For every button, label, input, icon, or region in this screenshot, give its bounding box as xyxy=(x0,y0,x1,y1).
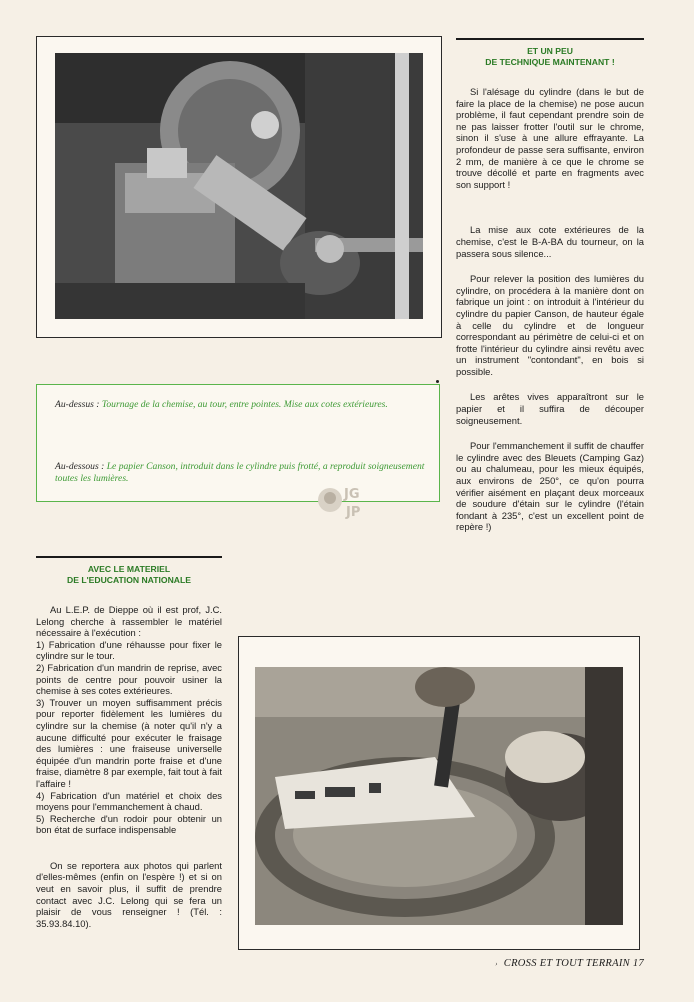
top-photo-frame xyxy=(36,36,442,338)
education-heading-title: AVEC LE MATERIEL DE L'EDUCATION NATIONALE xyxy=(67,564,191,585)
bullet-dot xyxy=(436,380,439,383)
education-heading xyxy=(36,556,222,586)
footer-arrow-icon: › xyxy=(495,960,498,968)
lathe-photo xyxy=(55,53,423,319)
canson-paper-photo xyxy=(255,667,623,925)
caption-box xyxy=(36,384,440,502)
left-column-text xyxy=(36,604,222,929)
heading-rule xyxy=(456,38,644,40)
list-item: 2) Fabrication d'un mandrin de reprise, avec points de centre pour pouvoir usiner la chemise à ses cotes extérieures. xyxy=(36,661,222,697)
technique-heading-title: ET UN PEU DE TECHNIQUE MAINTENANT ! xyxy=(485,46,615,67)
list-item: 5) Recherche d'un rodoir pour obtenir un bon état de surface indispensable xyxy=(36,812,222,836)
list-item: 1) Fabrication d'une réhausse pour fixer le cylindre sur le tour. xyxy=(36,638,222,662)
heading-rule xyxy=(36,556,222,558)
jgjp-watermark-logo xyxy=(316,478,378,524)
list-item: 4) Fabrication d'un matériel et choix des moyens pour l'emmanchement à chaud. xyxy=(36,789,222,813)
caption-top xyxy=(55,399,427,411)
paragraph: Les arêtes vives apparaîtront sur le papier et il suffira de découper soigneusement. xyxy=(456,391,644,426)
right-column-text xyxy=(456,86,644,533)
caption-bottom-lead: Au-dessous : xyxy=(55,461,105,472)
page-footer xyxy=(495,958,644,969)
caption-top-text: Tournage de la chemise, au tour, entre pointes. Mise aux cotes extérieures. xyxy=(101,399,388,410)
paragraph: Pour relever la position des lumières du cylindre, on procédera à la manière dont on fabrique un joint : on introduit à l'intérieur du cylindre du papier Canson, de hauteur égale à celle du cylindre et de longueur correspondant au périmètre de celui-ci et on frotte l'intérieur du cylindre ainsi revêtu avec un instrument "contondant", en bois si possible. xyxy=(456,273,644,377)
caption-top-lead: Au-dessus : xyxy=(55,399,100,410)
intro-paragraph: Au L.E.P. de Dieppe où il est prof, J.C. Lelong cherche à rassembler le matériel nécessaire à l'exécution : xyxy=(36,604,222,639)
svg-text:JP: JP xyxy=(346,505,361,520)
technique-heading xyxy=(456,38,644,68)
paragraph: Si l'alésage du cylindre (dans le but de faire la place de la chemise) ne pose aucun problème, il faut cependant prendre soin de ne pas laisser frotter l'outil sur le chrome, sinon il s'use à une allure effrayante. La profondeur de passe sera suffisante, environ 2 mm, de manière à ce que le chrome se trouve décollé et parte en fragments avec son support ! xyxy=(456,86,644,190)
list-item: 3) Trouver un moyen suffisamment précis pour reporter fidèlement les lumières du cylindre sur la chemise (à noter qu'il n'y a aucune difficulté pour exécuter le fraisage des lumières : une fraiseuse universelle équipée d'un mandrin porte fraise et d'une fraise, diamètre 8 par exemple, fait tout à fait l'affaire ! xyxy=(36,696,222,789)
bottom-photo-frame xyxy=(238,636,640,950)
footer-text: CROSS ET TOUT TERRAIN 17 xyxy=(503,958,644,969)
paragraph: Pour l'emmanchement il suffit de chauffer le cylindre avec des Bleuets (Camping Gaz) ou au chalumeau, pour les mieux équipés, aux environs de 250°, ce qu'on pourra vérifier aisément en plaçant deux morceaux de soudure d'étain sur le cylindre (l'étain fondant à 235°, c'est un excellent point de repère !) xyxy=(456,440,644,533)
svg-text:JG: JG xyxy=(344,487,360,502)
paragraph: La mise aux cote extérieures de la chemise, c'est le B-A-BA du tourneur, on la passera sous silence... xyxy=(456,224,644,259)
closing-paragraph: On se reportera aux photos qui parlent d'elles-mêmes (enfin on l'espère !) et si on veut en savoir plus, il suffit de prendre contact avec J.C. Lelong qui se fera un plaisir de vous renseigner ! (Tél. : 35.93.84.10). xyxy=(36,859,222,929)
caption-bottom-text: Le papier Canson, introduit dans le cylindre puis frotté, a reproduit soigneusement toutes les lumières. xyxy=(55,461,425,484)
